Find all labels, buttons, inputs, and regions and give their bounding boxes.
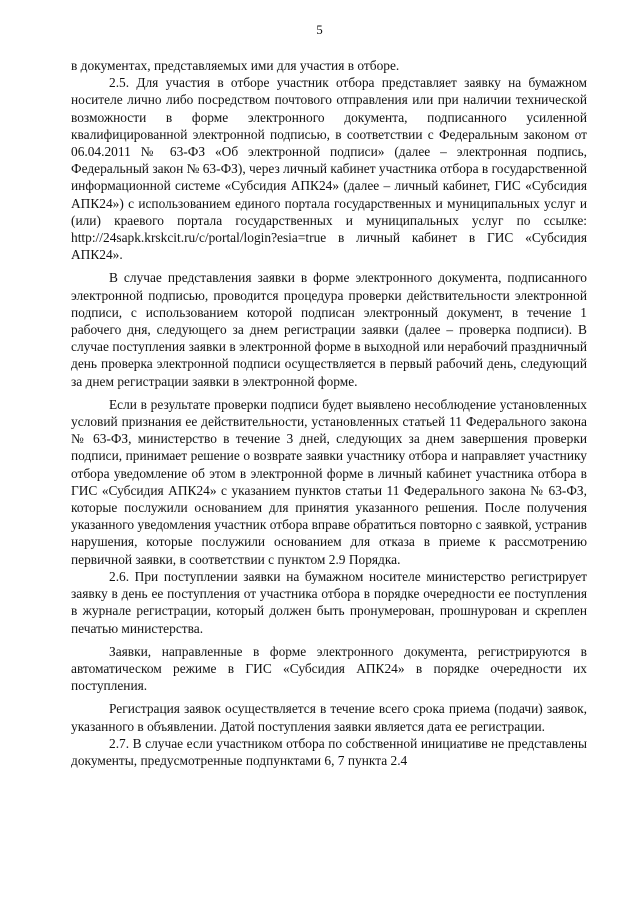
paragraph-2-5: 2.5. Для участия в отборе участник отбора представляет заявку на бумажном носителе лично либо посредством почтового отправления или при наличии технической возможности в форме электронного документа, подписанного усиленной квалифицированной электронной подписью, в соответствии с Федеральным законом от 06.04.2011 № 63-ФЗ «Об электронной подписи» (далее – электронная подпись, Федеральный закон № 63-ФЗ), через личный кабинет участника отбора в государственной информационной системе «Субсидия АПК24» (далее – личный кабинет, ГИС «Субсидия АПК24») с использованием единого портала государственных и муниципальных услуг и (или) краевого портала государственных и муниципальных услуг по ссылке: http://24sapk.krskcit.ru/c/portal/login?esia=true в личный кабинет в ГИС «Субсидия АПК24». [71, 75, 587, 263]
paragraph-signature-check: В случае представления заявки в форме электронного документа, подписанного электронной подписью, проводится процедура проверки действительности электронной подписи, с использованием которой подписан электронный документ, в течение 1 рабочего дня, следующего за днем регистрации заявки (далее – проверка подписи). В случае поступления заявки в электронной форме в выходной или нерабочий праздничный день проверка электронной подписи осуществляется в первый рабочий день, следующий за днем регистрации заявки в электронной форме. [71, 270, 587, 389]
paragraph-2-6: 2.6. При поступлении заявки на бумажном носителе министерство регистрирует заявку в день ее поступления от участника отбора в порядке очередности ее поступления в журнале регистрации, который должен быть пронумерован, прошнурован и скреплен печатью министерства. [71, 568, 587, 636]
paragraph-continuation: в документах, представляемых ими для участия в отборе. [71, 58, 400, 73]
paragraph-electronic-registration: Заявки, направленные в форме электронного документа, регистрируются в автоматическом режиме в ГИС «Субсидия АПК24» в порядке очередности их поступления. [71, 643, 587, 694]
page-number: 5 [316, 22, 323, 37]
paragraph-signature-invalid: Если в результате проверки подписи будет выявлено несоблюдение установленных условий признания ее действительности, установленных статьей 11 Федерального закона № 63-ФЗ, министерство в течение 3 дней, следующих за днем завершения проверки подписи, принимает решение о возврате заявки участнику отбора и направляет участнику отбора уведомление об этом в электронной форме в личный кабинет участника отбора в ГИС «Субсидия АПК24» с указанием пунктов статьи 11 Федерального закона № 63-ФЗ, которые послужили основанием для принятия указанного решения. После получения указанного уведомления участник отбора вправе обратиться повторно с заявкой, устранив нарушения, которые послужили основанием для отказа в приеме к рассмотрению первичной заявки, в соответствии с пунктом 2.9 Порядка. [71, 396, 587, 567]
paragraph-2-7: 2.7. В случае если участником отбора по собственной инициативе не представлены документы, предусмотренные подпунктами 6, 7 пункта 2.4 [71, 735, 587, 768]
paragraph-registration-period: Регистрация заявок осуществляется в течение всего срока приема (подачи) заявок, указанного в объявлении. Датой поступления заявки является дата ее регистрации. [71, 701, 587, 734]
document-body [71, 57, 587, 769]
